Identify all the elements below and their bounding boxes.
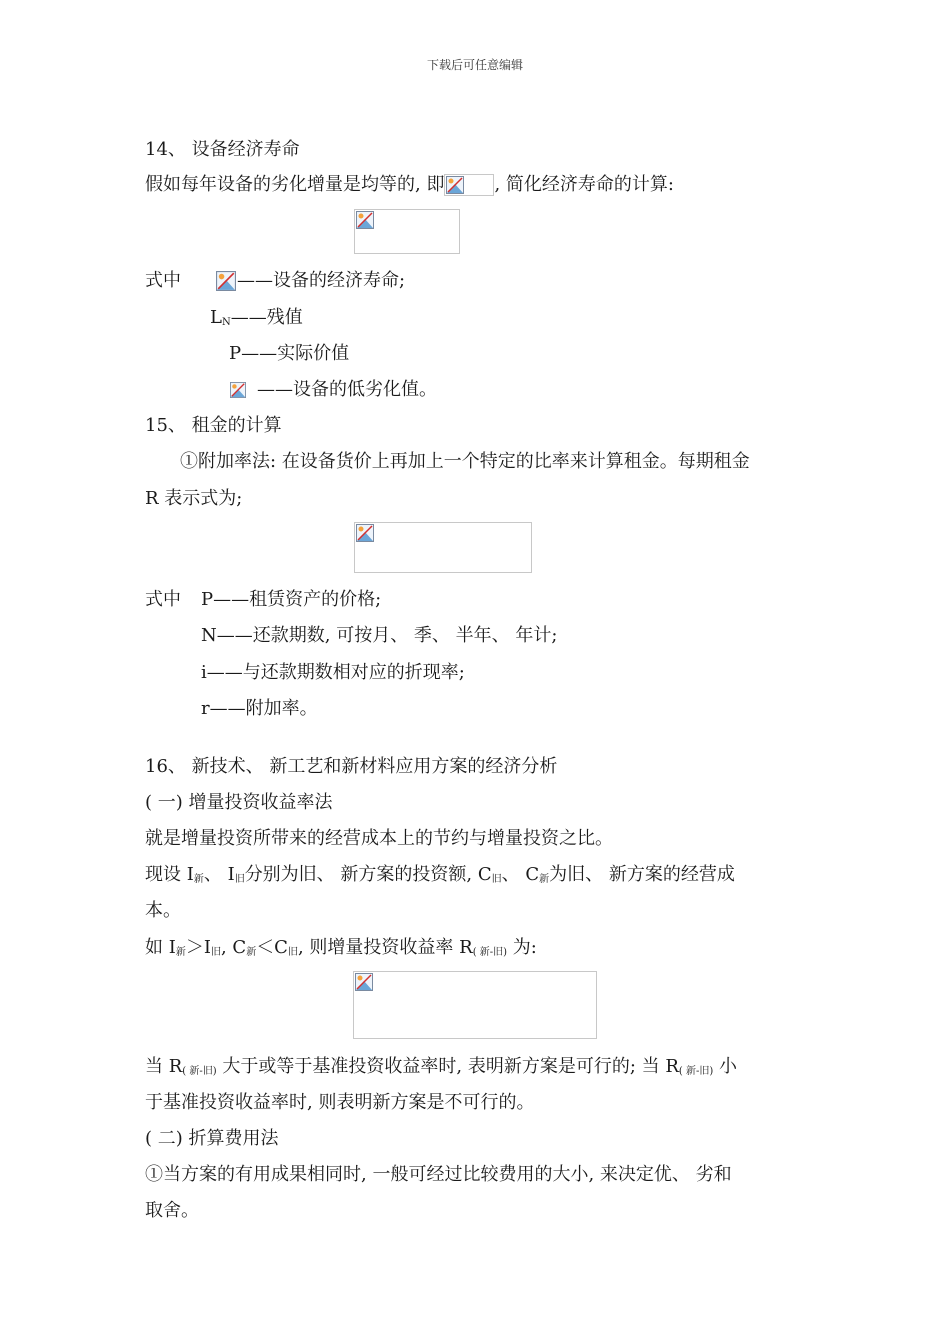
text: 为旧、 新方案的经营成 <box>549 864 735 885</box>
s15-def-periods: N——还款期数, 可按月、 季、 半年、 年计; <box>201 625 558 646</box>
section-14-title: 14、 设备经济寿命 <box>145 139 300 160</box>
def-text: P——租赁资产的价格; <box>201 589 382 610</box>
s15-def-price <box>145 588 381 612</box>
symbol-L: L <box>210 307 222 328</box>
text: , 则增量投资收益率 R <box>297 937 473 958</box>
text: 如 I <box>145 937 176 958</box>
subscript: 旧 <box>491 874 502 885</box>
subscript: 新 <box>193 874 204 885</box>
formula-image-economic-life <box>354 209 460 254</box>
def-prefix: 式中 <box>145 589 181 610</box>
subscript: ( 新-旧) <box>678 1066 714 1077</box>
s16-paragraph-3 <box>145 936 537 965</box>
section-14-paragraph <box>145 173 674 197</box>
text: 大于或等于基准投资收益率时, 表明新方案是可行的; 当 R <box>216 1056 679 1077</box>
text: 现设 I <box>145 864 194 885</box>
subscript-N: N <box>221 317 231 328</box>
broken-image-icon <box>446 176 464 194</box>
s15-paragraph-line2: R 表示式为; <box>145 488 243 509</box>
s16-paragraph-2-cont: 本。 <box>145 900 181 921</box>
s16-paragraph-5: ①当方案的有用成果相同时, 一般可经过比较费用的大小, 来决定优、 劣和 <box>145 1164 732 1185</box>
text: ＜C <box>256 937 288 958</box>
text: , C <box>220 937 247 958</box>
s16-paragraph-4 <box>145 1055 737 1084</box>
broken-image-icon <box>216 271 236 291</box>
s16-paragraph-1: 就是增量投资所带来的经营成本上的节约与增量投资之比。 <box>145 828 613 849</box>
s14-def-economic-life <box>145 269 405 293</box>
broken-image-icon <box>356 211 374 229</box>
symbol-image <box>215 270 237 292</box>
subscript: 新 <box>175 947 186 958</box>
s14-def-deterioration <box>229 378 437 402</box>
subscript: 旧 <box>210 947 221 958</box>
broken-image-icon <box>356 524 374 542</box>
formula-image-rent <box>354 522 532 573</box>
broken-image-icon <box>355 973 373 991</box>
s16-paragraph-5-cont: 取舍。 <box>145 1200 199 1221</box>
s16-paragraph-4-cont: 于基准投资收益率时, 则表明新方案是不可行的。 <box>145 1092 535 1113</box>
text: 为: <box>507 937 537 958</box>
text: 、 I <box>203 864 235 885</box>
section-15-title: 15、 租金的计算 <box>145 415 282 436</box>
broken-image-icon <box>230 382 246 398</box>
s15-def-rate: i——与还款期数相对应的折现率; <box>201 662 465 683</box>
text: 小 <box>713 1056 737 1077</box>
subscript: ( 新-旧) <box>182 1066 217 1077</box>
text: 分别为旧、 新方案的投资额, C <box>244 864 492 885</box>
s16-paragraph-2 <box>145 863 735 892</box>
subscript: 新 <box>246 947 257 958</box>
def-text: ——设备的低劣化值。 <box>257 379 437 400</box>
def-prefix: 式中 <box>145 270 181 291</box>
symbol-image <box>229 381 247 399</box>
s15-def-add-rate: r——附加率。 <box>201 698 318 719</box>
def-text: ——残值 <box>230 307 303 328</box>
inline-formula-image <box>444 174 494 196</box>
s14-def-residual <box>210 306 303 335</box>
s16-subheading-2: ( 二) 折算费用法 <box>145 1128 279 1149</box>
text: 、 C <box>501 864 540 885</box>
s15-paragraph-line1: ①附加率法: 在设备货价上再加上一个特定的比率来计算租金。每期租金 <box>180 451 750 472</box>
s14-p1b: , 简化经济寿命的计算: <box>494 174 674 195</box>
section-16-title: 16、 新技术、 新工艺和新材料应用方案的经济分析 <box>145 756 558 777</box>
s14-p1a: 假如每年设备的劣化增量是均等的, 即 <box>145 174 445 195</box>
s16-subheading-1: ( 一) 增量投资收益率法 <box>145 792 333 813</box>
page-header: 下载后可任意编辑 <box>426 58 523 72</box>
s14-def-actual-value: P——实际价值 <box>229 343 350 364</box>
def-text: ——设备的经济寿命; <box>237 270 406 291</box>
subscript: ( 新-旧) <box>472 947 508 958</box>
text: ＞I <box>185 937 211 958</box>
subscript: 旧 <box>287 947 298 958</box>
subscript: 旧 <box>234 874 245 885</box>
formula-image-incremental-return <box>353 971 597 1039</box>
subscript: 新 <box>539 874 550 885</box>
text: 当 R <box>145 1056 183 1077</box>
